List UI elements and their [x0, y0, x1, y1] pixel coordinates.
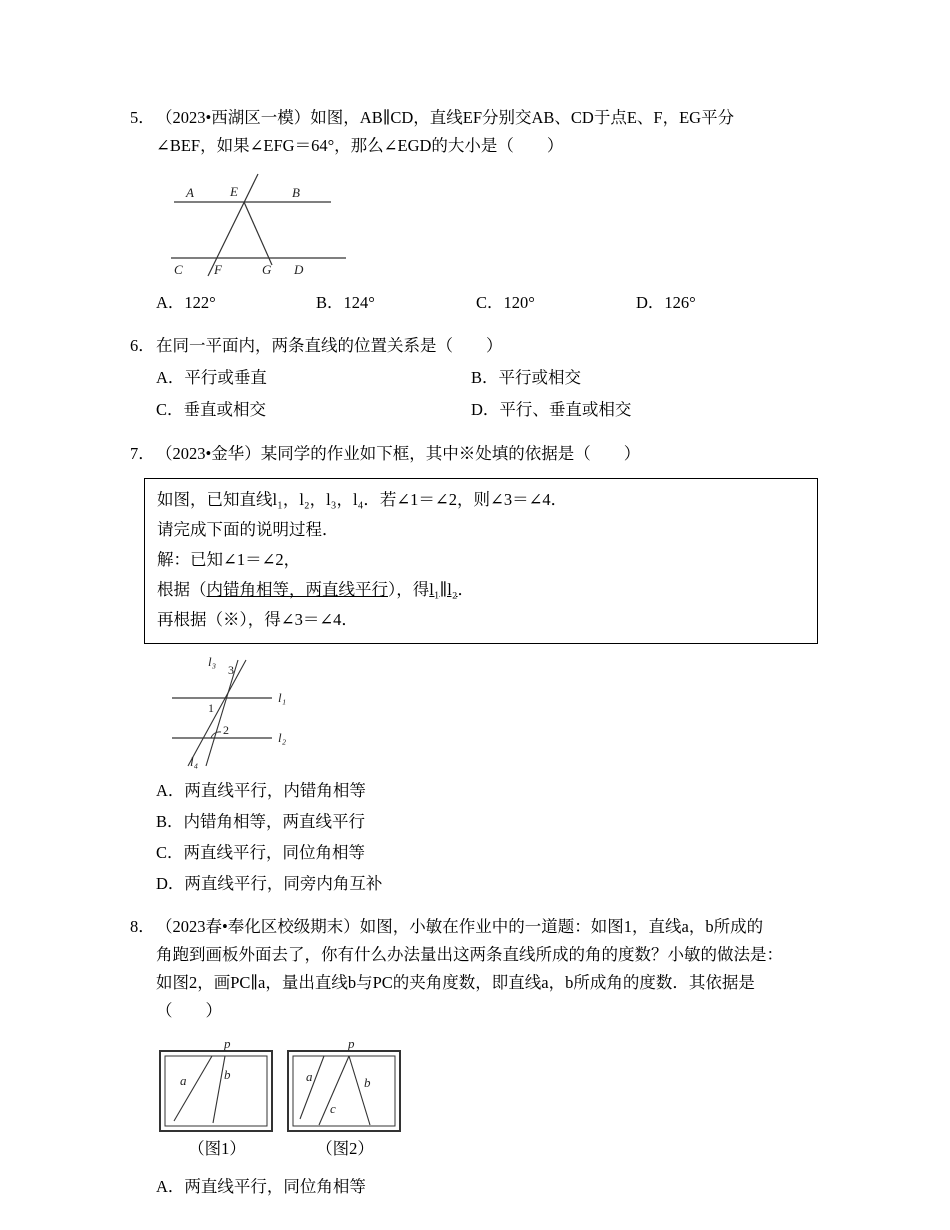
board-2-outer-frame: [288, 1051, 400, 1131]
question-7-number: 7．: [130, 444, 155, 463]
question-6-options: [156, 362, 830, 426]
figure-label-A: A: [186, 185, 194, 200]
figure-label-F: F: [214, 262, 222, 277]
box-line-1: 如图，已知直线l₁，l₂，l₃，l₄．若∠1＝∠2，则∠3＝∠4．: [157, 490, 568, 509]
question-8-stem-line-2: 角跑到画板外面去了，你有什么办法量出这两条直线所成的角的度数？小敏的做法是：: [156, 945, 783, 964]
question-8-stem-line-3: 如图2，画PC∥a，量出直线b与PC的夹角度数，即直线a，b所成角的度数．其依据是: [156, 973, 755, 992]
board-2-line-b: [349, 1056, 370, 1125]
figure-label-E: E: [230, 184, 238, 199]
question-8: [130, 913, 830, 1202]
figure-label-angle-1: 1: [208, 701, 214, 715]
box-line-4-underlined-result: l₁∥l₂: [429, 580, 458, 599]
box-line-3: 解：已知∠1＝∠2，: [157, 550, 301, 569]
option-b: B．124°: [316, 293, 375, 312]
option-d: D．126°: [636, 293, 696, 312]
question-7-options: [156, 775, 830, 899]
option-c: C．两直线平行，同位角相等: [156, 843, 366, 862]
figure-label-D: D: [294, 262, 304, 277]
figure-label-B: B: [292, 185, 300, 200]
figure-label-l1: l₁: [278, 690, 287, 705]
figure-q5-parallel-lines: [166, 170, 366, 280]
question-5-options: [156, 288, 830, 318]
question-8-stem-line-1: （2023春•奉化区校级期末）如图，小敏在作业中的一道题：如图1，直线a，b所成的: [156, 917, 764, 936]
figure-label-a: a: [306, 1069, 313, 1084]
option-c: C．垂直或相交: [156, 400, 267, 419]
question-8-options: [156, 1171, 830, 1202]
question-5-stem-line-2: ∠BEF，如果∠EFG＝64°，那么∠EGD的大小是（ ）: [156, 136, 564, 155]
question-8-number: 8．: [130, 917, 155, 936]
question-7-work-box: [144, 478, 818, 644]
board-1-outer-frame: [160, 1051, 272, 1131]
option-c: C．120°: [476, 293, 535, 312]
question-6-stem: 在同一平面内，两条直线的位置关系是（ ）: [156, 336, 503, 355]
figure-q7-line-l4: [188, 660, 246, 766]
figure-2-cell: [286, 1037, 404, 1161]
figure-1-cell: [158, 1037, 276, 1161]
figure-label-p: p: [348, 1037, 355, 1051]
option-b: B．平行或相交: [471, 368, 582, 387]
figure-q7-four-lines: [166, 654, 306, 769]
figure-q5-line-EG: [244, 202, 272, 265]
option-d: D．两直线平行，同旁内角互补: [156, 874, 383, 893]
figure-q7-angle2-arc: [211, 732, 221, 738]
figure-label-l2: l₂: [278, 730, 287, 745]
question-8-stem-line-4: （ ）: [156, 1001, 222, 1020]
figure-label-angle-2: 2: [223, 723, 229, 737]
box-line-4-underlined-reason: 内错角相等，两直线平行: [206, 580, 388, 599]
question-7: [130, 440, 830, 899]
question-6: [130, 332, 830, 426]
figure-q8-board-2: [286, 1037, 404, 1137]
figure-label-G: G: [262, 262, 272, 277]
option-a: A．122°: [156, 293, 216, 312]
question-7-stem: （2023•金华）某同学的作业如下框，其中※处填的依据是（ ）: [156, 444, 641, 463]
worksheet-content: [130, 104, 830, 1216]
question-5-number: 5．: [130, 108, 155, 127]
board-1-line-a: [174, 1056, 212, 1121]
figure-label-a: a: [180, 1073, 187, 1088]
figure-label-l4: l₄: [190, 754, 199, 769]
question-8-figures: [158, 1037, 830, 1161]
figure-label-angle-3: 3: [228, 663, 234, 677]
figure-label-b: b: [224, 1067, 231, 1082]
box-line-5: 再根据（※），得∠3＝∠4．: [157, 610, 358, 629]
board-2-line-a: [300, 1056, 324, 1119]
option-d: D．平行、垂直或相交: [471, 400, 632, 419]
figure-1-caption: （图1）: [188, 1139, 246, 1158]
figure-q8-board-1: [158, 1037, 276, 1137]
option-a: A．两直线平行，内错角相等: [156, 781, 366, 800]
box-line-2: 请完成下面的说明过程．: [157, 520, 339, 539]
box-line-4-suffix: ．: [457, 580, 475, 599]
option-a: A．平行或垂直: [156, 368, 267, 387]
figure-label-c: c: [330, 1101, 336, 1116]
question-6-number: 6．: [130, 336, 155, 355]
figure-label-C: C: [174, 262, 183, 277]
figure-label-p: p: [224, 1037, 231, 1051]
question-5: [130, 104, 830, 318]
box-line-4: [157, 575, 805, 605]
option-b: B．内错角相等，两直线平行: [156, 812, 366, 831]
box-line-4-mid: ），得: [388, 580, 430, 599]
figure-label-b: b: [364, 1075, 371, 1090]
board-1-inner-frame: [165, 1056, 267, 1126]
figure-label-l3: l₃: [208, 654, 217, 669]
question-5-stem-line-1: （2023•西湖区一模）如图，AB∥CD，直线EF分别交AB、CD于点E、F，EG平分: [156, 108, 735, 127]
figure-2-caption: （图2）: [316, 1139, 374, 1158]
option-a: A．两直线平行，同位角相等: [156, 1177, 366, 1196]
box-line-4-prefix: 根据（: [157, 580, 207, 599]
